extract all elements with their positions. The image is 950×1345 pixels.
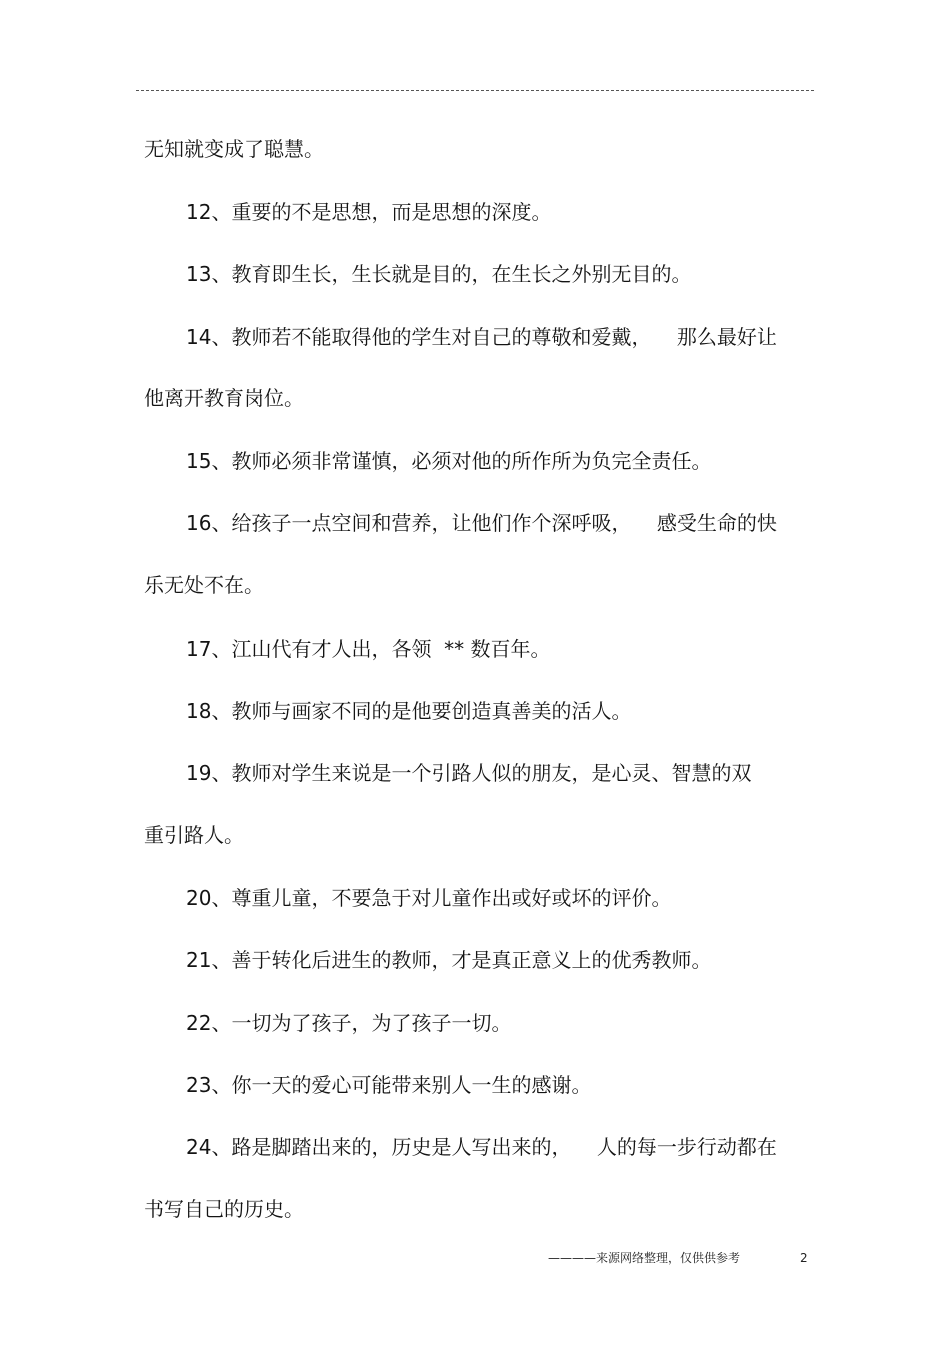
page-number: 2	[800, 1251, 808, 1265]
text-line: 12、重要的不是思想，而是思想的深度。	[186, 200, 552, 224]
text-line: 22、一切为了孩子，为了孩子一切。	[186, 1011, 512, 1035]
text-line: 无知就变成了聪慧。	[144, 137, 324, 161]
text-line: 24、路是脚踏出来的，历史是人写出来的， 人的每一步行动都在	[186, 1135, 777, 1159]
text-line: 19、教师对学生来说是一个引路人似的朋友，是心灵、智慧的双	[186, 761, 752, 785]
text-line: 他离开教育岗位。	[144, 386, 304, 410]
text-line: 书写自己的历史。	[144, 1197, 304, 1221]
text-line: 乐无处不在。	[144, 573, 264, 597]
text-line: 21、善于转化后进生的教师，才是真正意义上的优秀教师。	[186, 948, 712, 972]
text-line: 17、江山代有才人出，各领 ** 数百年。	[186, 637, 551, 661]
text-line: 18、教师与画家不同的是他要创造真善美的活人。	[186, 699, 632, 723]
footer-note: ————来源网络整理，仅供供参考	[548, 1251, 741, 1265]
text-line: 15、教师必须非常谨慎，必须对他的所作所为负完全责任。	[186, 449, 712, 473]
text-line: 13、教育即生长，生长就是目的，在生长之外别无目的。	[186, 262, 692, 286]
text-line: 20、尊重儿童，不要急于对儿童作出或好或坏的评价。	[186, 886, 672, 910]
text-line: 重引路人。	[144, 823, 244, 847]
text-line: 23、你一天的爱心可能带来别人一生的感谢。	[186, 1073, 592, 1097]
text-line: 16、给孩子一点空间和营养，让他们作个深呼吸， 感受生命的快	[186, 511, 777, 535]
text-line: 14、教师若不能取得他的学生对自己的尊敬和爱戴， 那么最好让	[186, 325, 777, 349]
